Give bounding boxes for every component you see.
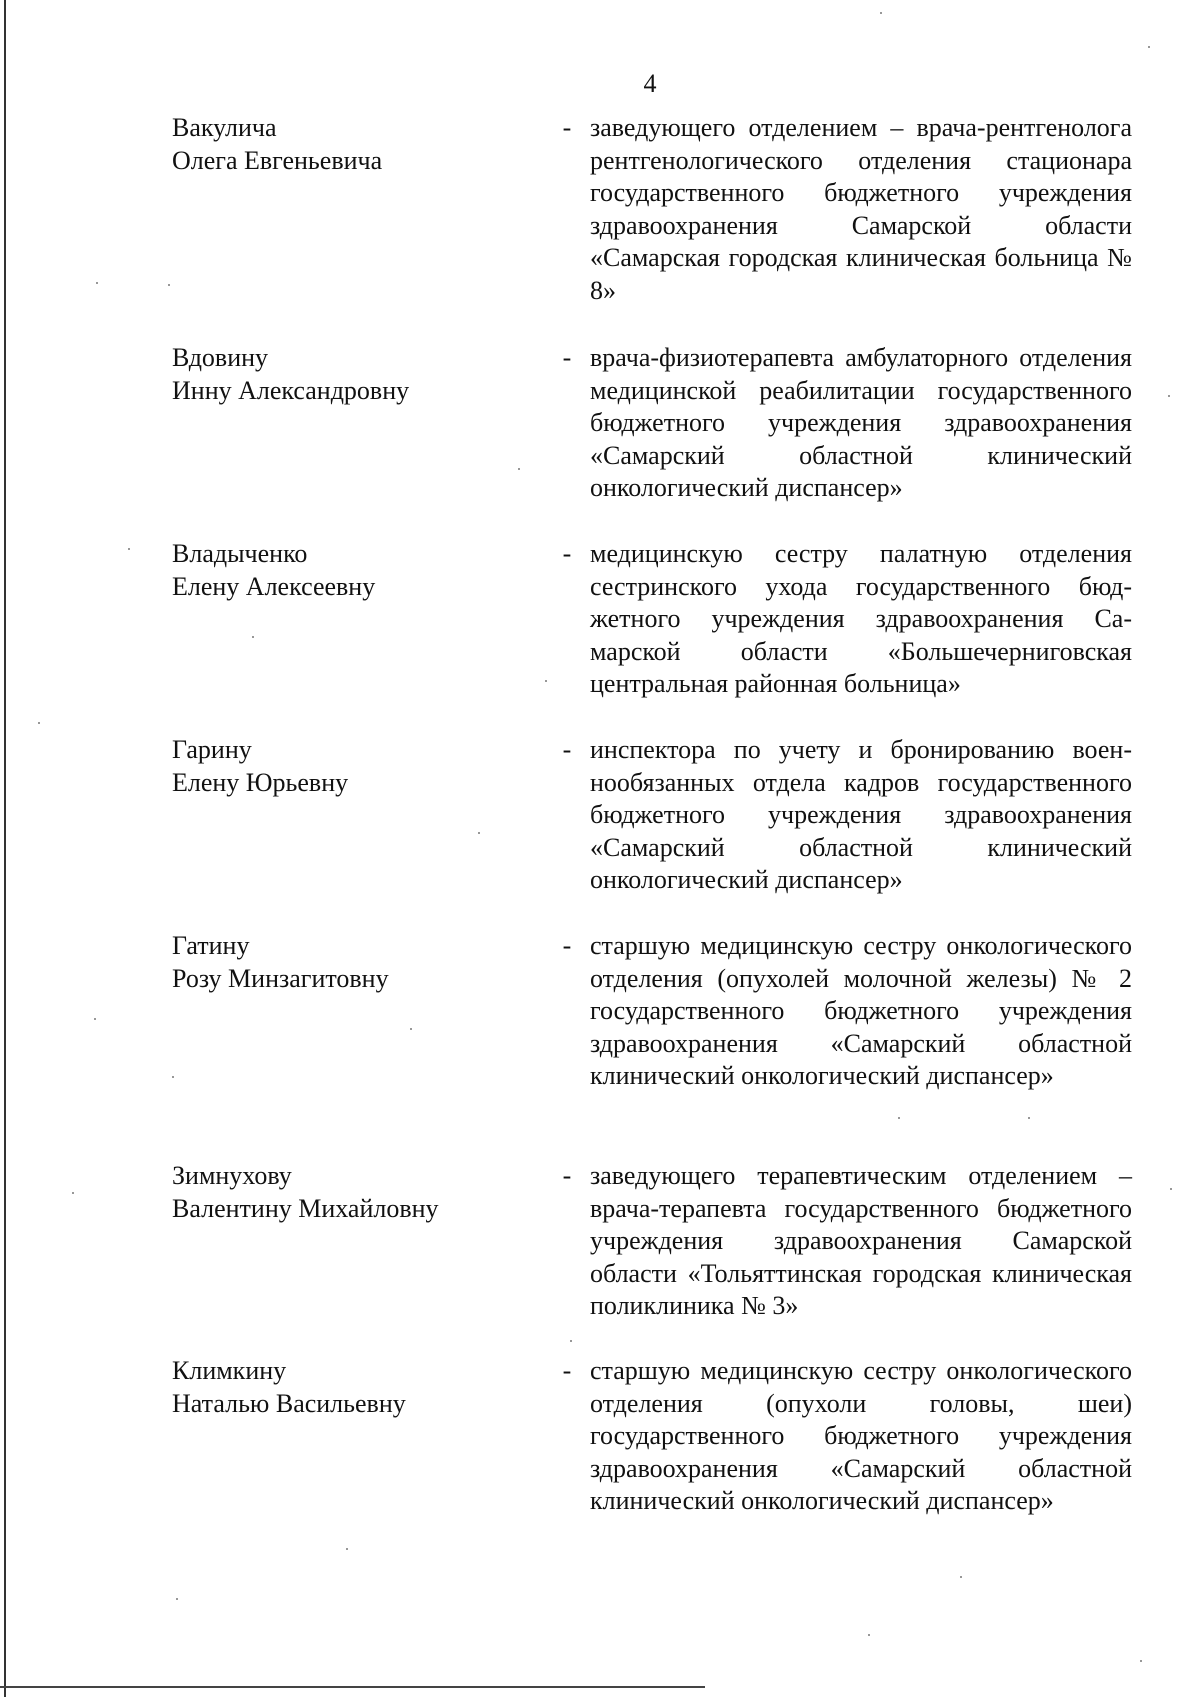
scan-speck: [176, 1598, 178, 1600]
entry-dash: -: [562, 1161, 572, 1190]
person-name: Вакулича Олега Евгеньевича: [172, 113, 383, 175]
person-name: Зимнухову Валентину Михайловну: [172, 1161, 439, 1223]
scan-speck: [898, 1117, 900, 1119]
entry-dash: -: [562, 735, 572, 764]
scan-speck: [94, 1018, 96, 1020]
entry-dash: -: [562, 343, 572, 372]
scan-speck: [570, 1340, 572, 1342]
person-name: Гатину Розу Минзагитовну: [172, 931, 389, 993]
position-description: старшую медицинскую сестру онкологического отделения (опухоли головы, шеи) государственного бюджетного учреждения здравоохранения «Самарский областной клинический онкологический диспансер»: [590, 1356, 1132, 1515]
scan-speck: [1168, 395, 1170, 397]
person-name: Гарину Елену Юрьевну: [172, 735, 349, 797]
page-number: 4: [643, 69, 657, 98]
person-name: Вдовину Инну Александровну: [172, 343, 410, 405]
scan-speck: [478, 832, 480, 834]
scan-speck: [168, 284, 170, 286]
page-left-border: [4, 0, 6, 1697]
entry-dash: -: [562, 539, 572, 568]
scan-speck: [96, 282, 98, 284]
scan-speck: [545, 680, 547, 682]
position-description: медицинскую сестру палатную отделения сестринского ухода государственного бюджетного учреждения здравоохранения Самарской области «Большечерниговская центральная районная больница»: [590, 539, 1132, 698]
scan-speck: [128, 548, 130, 550]
position-description: заведующего отделением – врача-рентгенолога рентгенологического отделения стационара государственного бюджетного учреждения здравоохранения Самарской области «Самарская городская клиническая больница № 8»: [590, 113, 1132, 305]
position-description: старшую медицинскую сестру онкологического отделения (опухолей молочной железы) № 2 государственного бюджетного учреждения здравоохранения «Самарский областной клинический онкологический диспансер»: [590, 931, 1132, 1090]
scan-speck: [880, 12, 882, 14]
entry-dash: -: [562, 113, 572, 142]
entry-dash: -: [562, 931, 572, 960]
scan-speck: [252, 636, 254, 638]
scan-speck: [1170, 1188, 1172, 1190]
scan-speck: [1028, 1117, 1030, 1119]
entry-dash: -: [562, 1356, 572, 1385]
scan-speck: [518, 468, 520, 470]
position-description: врача-физиотерапевта амбулаторного отделения медицинской реабилитации государственного бюджетного учреждения здравоохранения «Самарский областной клинический онкологический диспансер»: [590, 343, 1132, 502]
scan-speck: [868, 1634, 870, 1636]
scan-speck: [410, 1028, 412, 1030]
scan-speck: [1140, 1660, 1142, 1662]
scan-speck: [960, 1576, 962, 1578]
page-bottom-rule: [0, 1686, 705, 1688]
position-description: заведующего терапевтическим отделением – врача-терапевта государственного бюджетного учреждения здравоохранения Самарской области «Тольяттинская городская клиническая поликлиника № 3»: [590, 1161, 1132, 1320]
scan-speck: [346, 1548, 348, 1550]
scan-speck: [1148, 46, 1150, 48]
person-name: Владыченко Елену Алексеевну: [172, 539, 376, 601]
position-description: инспектора по учету и бронированию военнообязанных отдела кадров государственного бюджетного учреждения здравоохранения «Самарский областной клинический онкологический диспансер»: [590, 735, 1132, 894]
scan-speck: [172, 1076, 174, 1078]
person-name: Климкину Наталью Васильевну: [172, 1356, 406, 1418]
scan-speck: [38, 722, 40, 724]
scan-speck: [72, 1192, 74, 1194]
